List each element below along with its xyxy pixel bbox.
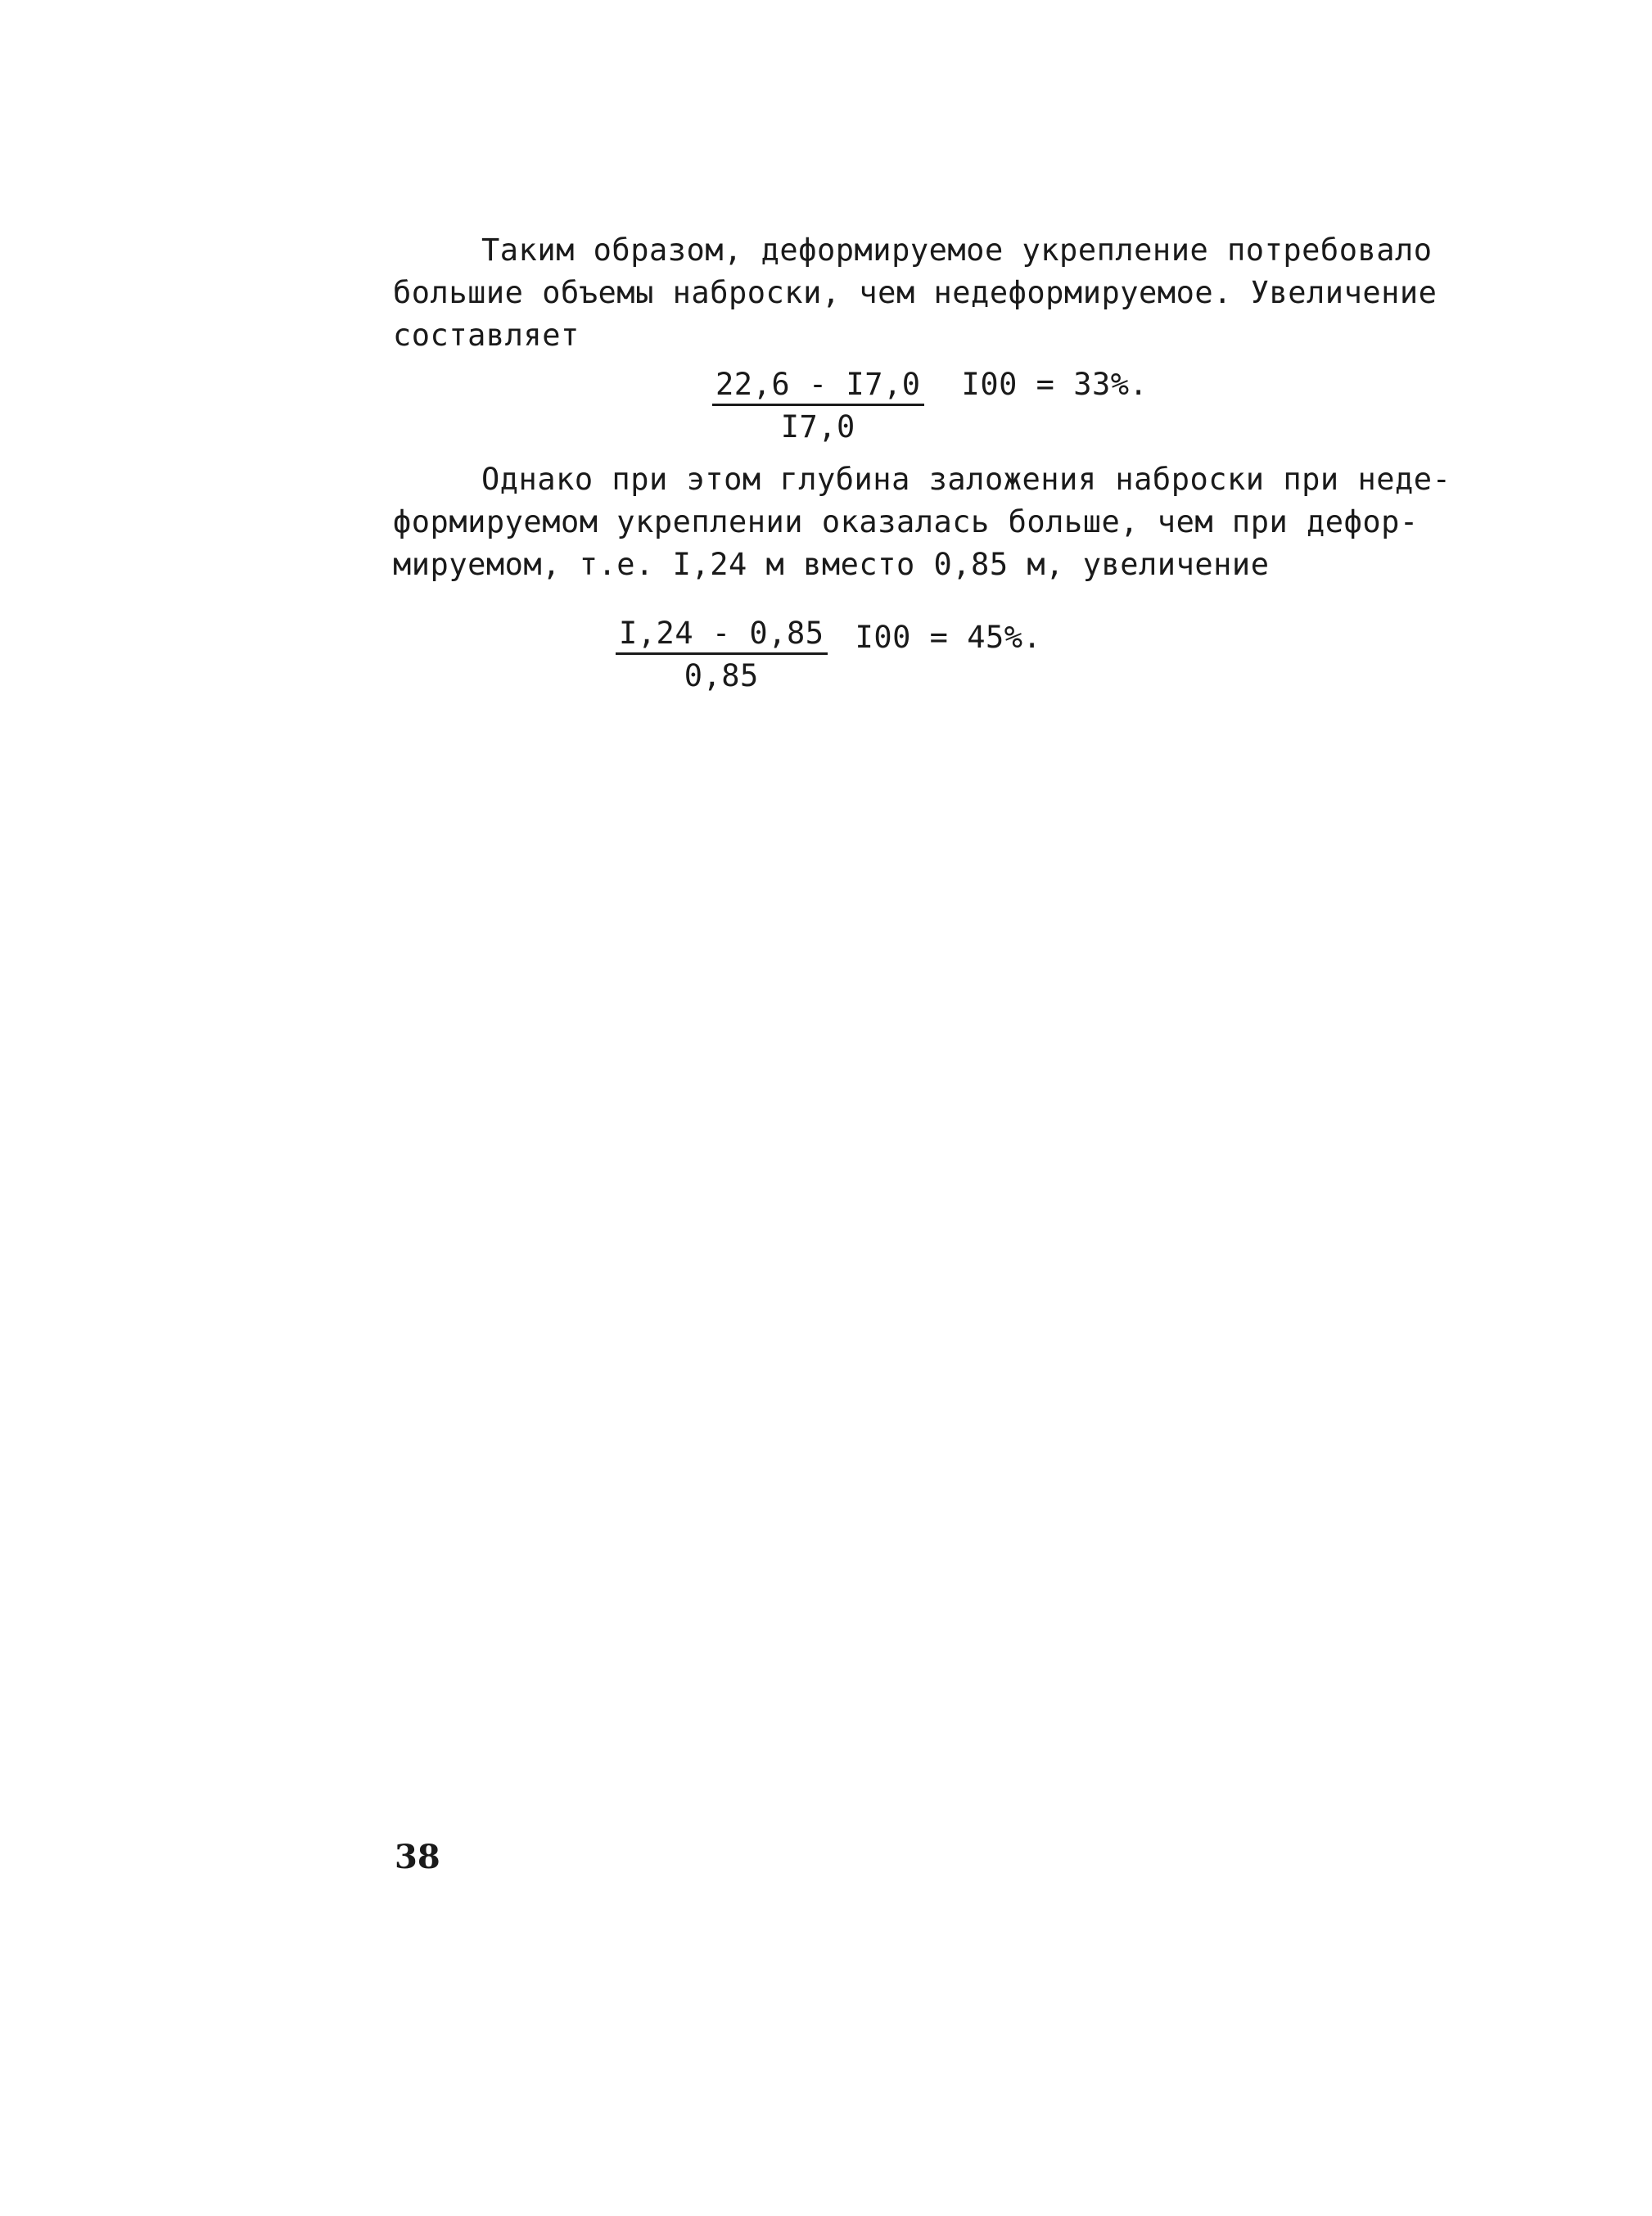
formula-1-result: I00 = 33%.	[961, 367, 1149, 402]
page-number: 38	[395, 1838, 440, 1876]
formula-2-result: I00 = 45%.	[855, 620, 1042, 655]
paragraph-1-line-1: Таким образом, деформируемое укрепление потребовало	[481, 232, 1433, 268]
paragraph-1-line-3: составляет	[393, 318, 580, 353]
fraction-2-denominator: 0,85	[684, 658, 759, 693]
formula-volume-increase	[712, 367, 1148, 445]
fraction-1	[712, 367, 924, 445]
paragraph-1-line-2: большие объемы наброски, чем недеформируемое. Увеличение	[393, 275, 1438, 310]
fraction-1-numerator: 22,6 - I7,0	[712, 367, 924, 406]
paragraph-2-line-1: Однако при этом глубина заложения наброски при неде-	[481, 462, 1451, 497]
fraction-1-denominator: I7,0	[780, 409, 855, 445]
paragraph-2-line-2: формируемом укреплении оказалась больше, чем при дефор-	[393, 504, 1419, 539]
fraction-2	[616, 616, 828, 693]
paragraph-2	[393, 458, 1451, 586]
formula-depth-increase	[616, 616, 1041, 693]
paragraph-2-line-3: мируемом, т.е. I,24 м вместо 0,85 м, увеличение	[393, 547, 1270, 582]
fraction-2-numerator: I,24 - 0,85	[616, 616, 828, 655]
paragraph-1	[393, 229, 1438, 357]
